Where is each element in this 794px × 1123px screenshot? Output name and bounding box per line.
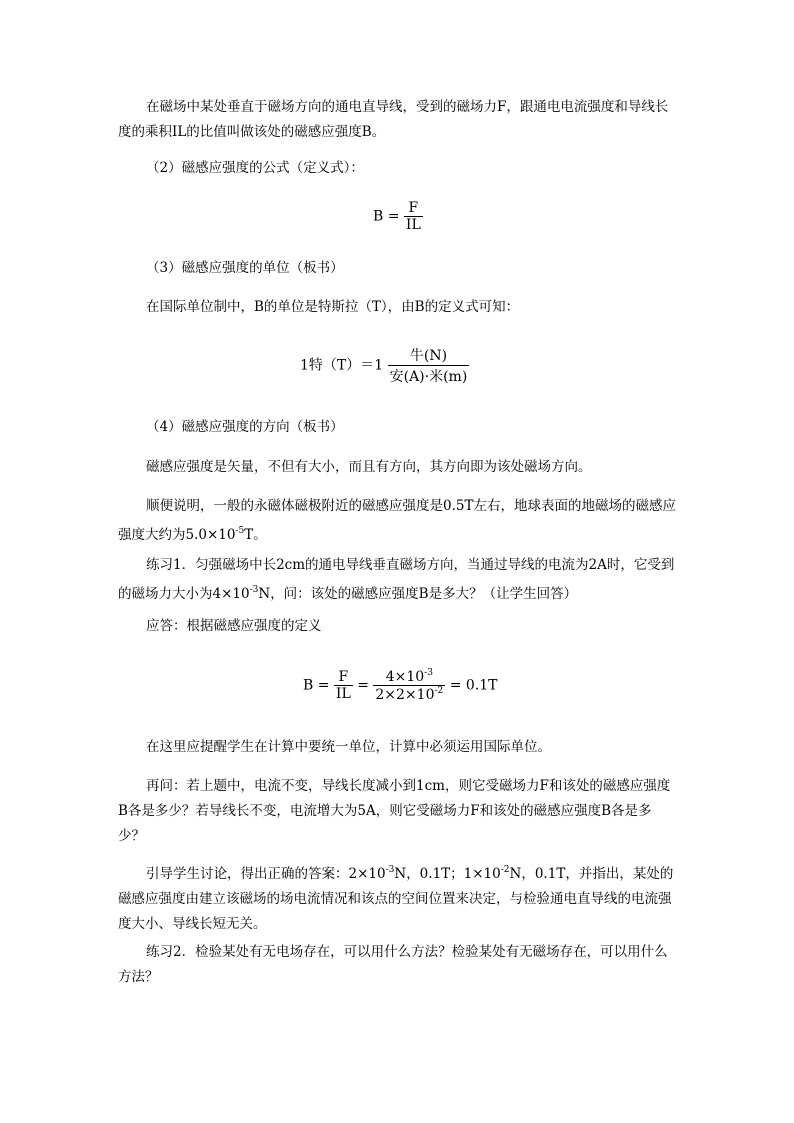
calc-denominator-2 bbox=[373, 686, 445, 703]
discussion-exponent-2: -2 bbox=[500, 865, 510, 875]
calc-lhs: B = bbox=[303, 677, 330, 694]
fraction-denominator: IL bbox=[405, 217, 421, 233]
calc-fraction-1 bbox=[334, 669, 353, 702]
calc-numerator-2-base: 4×10 bbox=[385, 669, 425, 685]
magnitude-text-a: 顺便说明，一般的永磁体磁极附近的磁感应强度是0.5T左右，地球表面的地磁场的磁感应强度大约为5.0×10 bbox=[118, 498, 676, 543]
discussion-text-a: 引导学生讨论，得出正确的答案：2×10 bbox=[146, 866, 386, 882]
calculation-formula bbox=[303, 668, 498, 703]
unit-paragraph: 在国际单位制中，B的单位是特斯拉（T），由B的定义式可知： bbox=[146, 299, 520, 315]
calc-numerator-1: F bbox=[338, 669, 349, 685]
definition-formula bbox=[373, 200, 423, 233]
calc-equals: = bbox=[357, 677, 369, 694]
magnitude-text-b: T。 bbox=[244, 527, 267, 543]
calc-numerator-2 bbox=[373, 668, 445, 685]
formula-fraction bbox=[404, 200, 423, 233]
discussion-text-b: N，0.1T；1×10 bbox=[394, 866, 501, 882]
formula-heading: （2）磁感应强度的公式（定义式）： bbox=[146, 160, 364, 176]
discussion-paragraph bbox=[118, 858, 678, 937]
formula-lhs: B = bbox=[373, 208, 400, 225]
vector-paragraph: 磁感应强度是矢量，不但有大小，而且有方向，其方向即为该处磁场方向。 bbox=[146, 459, 592, 475]
answer-paragraph: 应答：根据磁感应强度的定义 bbox=[146, 618, 322, 634]
calc-fraction-2 bbox=[373, 668, 445, 703]
unit-numerator: 牛(N) bbox=[409, 348, 448, 364]
definition-paragraph: 在磁场中某处垂直于磁场方向的通电直导线，受到的磁场力F，跟通电电流强度和导线长度的乘积IL的比值叫做该处的磁感应强度B。 bbox=[118, 99, 669, 140]
direction-heading: （4）磁感应强度的方向（板书） bbox=[146, 419, 344, 435]
unit-formula bbox=[300, 345, 469, 386]
calc-denominator-2-exp: -2 bbox=[434, 686, 444, 696]
unit-denominator: 安(A)·米(m) bbox=[389, 369, 468, 385]
exercise-1-text-a: 练习1．匀强磁场中长2cm的通电导线垂直磁场方向，当通过导线的电流为2A时，它受到的磁场力大小为4×10 bbox=[118, 557, 675, 602]
magnitude-exponent: -5 bbox=[235, 526, 245, 536]
calc-denominator-1: IL bbox=[335, 686, 351, 702]
exercise-1-text-b: N，问：该处的磁感应强度B是多大？（让学生回答） bbox=[258, 586, 578, 602]
calc-result: = 0.1T bbox=[449, 677, 498, 694]
discussion-text-c: N，0.1T，并指出，某处的磁感应强度由建立该磁场的场电流情况和该点的空间位置来决定，与检验通电直导线的电流强度大小、导线长短无关。 bbox=[118, 866, 674, 932]
unit-reminder-paragraph: 在这里应提醒学生在计算中要统一单位，计算中必须运用国际单位。 bbox=[146, 739, 551, 755]
magnitude-paragraph bbox=[118, 494, 678, 548]
calc-denominator-2-base: 2×2×10 bbox=[375, 687, 435, 703]
discussion-exponent-1: -3 bbox=[385, 865, 395, 875]
unit-formula-lhs: 1特（T）＝1 bbox=[300, 357, 384, 374]
exercise-1-paragraph bbox=[118, 553, 678, 607]
follow-up-paragraph: 再问：若上题中，电流不变，导线长度减小到1cm，则它受磁场力F和该处的磁感应强度B各是多少？若导线长不变，电流增大为5A，则它受磁场力F和该处的磁感应强度B各是多少？ bbox=[118, 778, 671, 844]
calc-numerator-2-exp: -3 bbox=[424, 668, 433, 678]
exercise-1-exponent: -3 bbox=[249, 585, 259, 595]
fraction-numerator: F bbox=[408, 200, 419, 216]
unit-fraction bbox=[388, 345, 470, 386]
unit-heading: （3）磁感应强度的单位（板书） bbox=[146, 260, 344, 276]
exercise-2-paragraph: 练习2．检验某处有无电场存在，可以用什么方法？检验某处有无磁场存在，可以用什么方法？ bbox=[118, 944, 668, 985]
